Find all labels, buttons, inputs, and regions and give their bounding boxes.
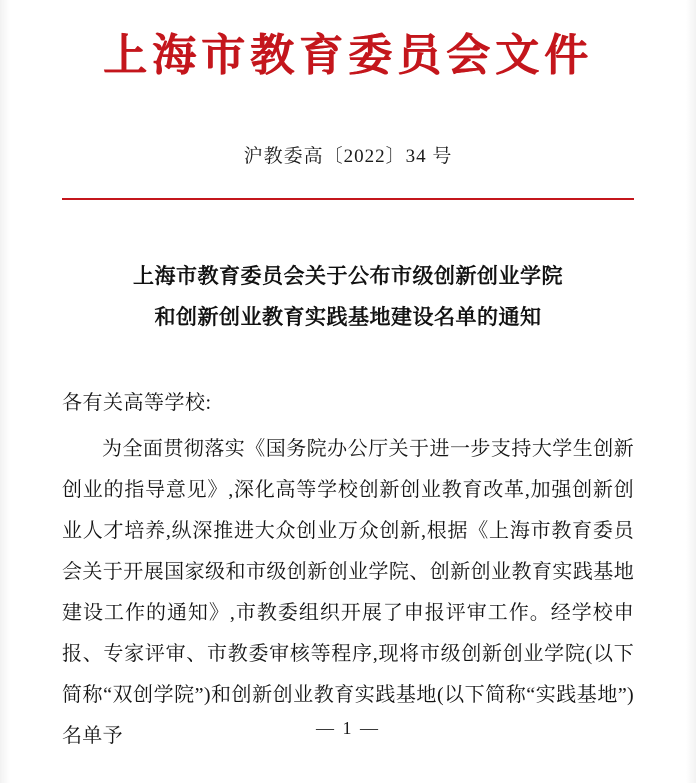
issuing-authority-title: 上海市教育委员会文件	[103, 31, 593, 80]
body-paragraph-1: 为全面贯彻落实《国务院办公厅关于进一步支持大学生创新创业的指导意见》,深化高等学校创新创业教育改革,加强创新创业人才培养,纵深推进大众创业万众创新,根据《上海市教育委员会关于开展国家级和市级创新创业学院、创新创业教育实践基地建设工作的通知》,市教委组织开展了申报评审工作。经学校申报、专家评审、市教委审核等程序,现将市级创新创业学院(以下简称“双创学院”)和创新创业教育实践基地(以下简称“实践基地”)名单予	[62, 437, 634, 747]
document-header	[62, 0, 634, 83]
page-number: — 1 —	[316, 718, 380, 738]
document-title	[62, 256, 634, 338]
page-edge-shadow-left	[0, 0, 10, 783]
document-number: 沪教委高〔2022〕34 号	[243, 146, 453, 167]
document-body	[62, 429, 634, 757]
red-divider-line	[62, 198, 634, 200]
document-title-line-1: 上海市教育委员会关于公布市级创新创业学院	[133, 264, 563, 288]
document-title-line-2: 和创新创业教育实践基地建设名单的通知	[154, 304, 542, 329]
page-edge-shadow-right	[686, 0, 696, 783]
salutation: 各有关高等学校:	[62, 391, 212, 414]
